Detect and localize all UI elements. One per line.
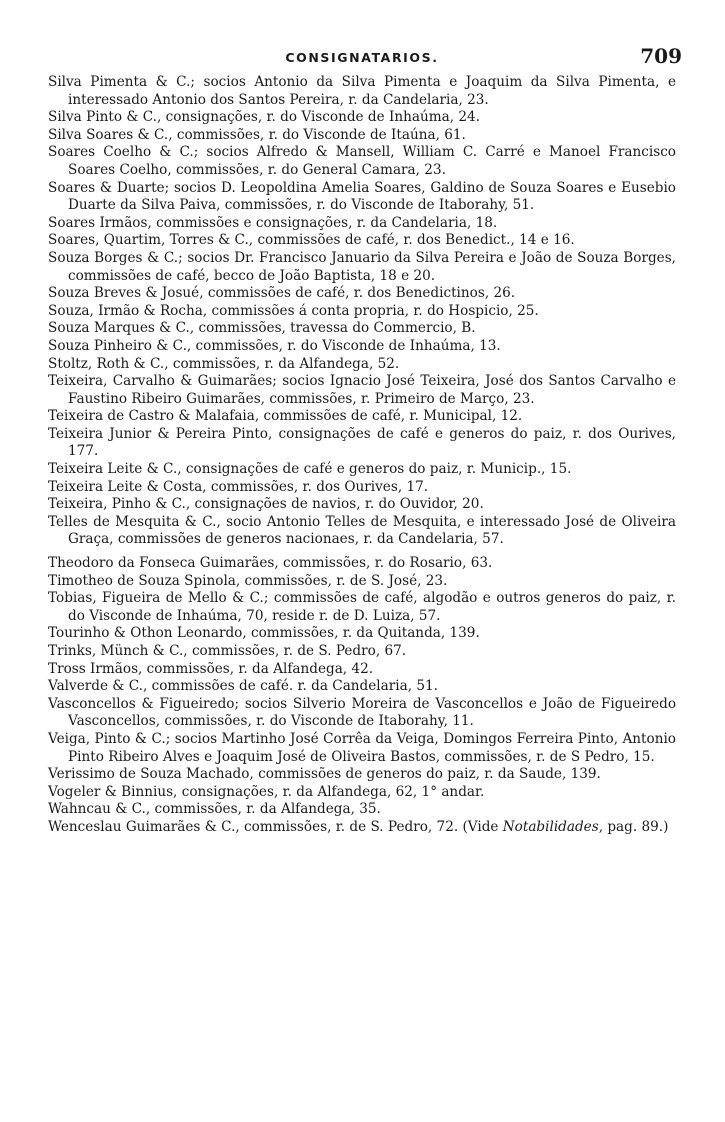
page-number: 709 (640, 44, 682, 68)
entry-list (48, 74, 676, 837)
last-entry-tail: , pag. 89.) (598, 818, 669, 835)
directory-entry: Teixeira, Carvalho & Guimarães; socios Ignacio José Teixeira, José dos Santos Carvalho e Faustino Ribeiro Guimarães, commissões, r. Primeiro de Março, 23. (48, 373, 676, 407)
directory-entry: Teixeira Junior & Pereira Pinto, consignações de café e generos do paiz, r. dos Ourives, 177. (48, 425, 676, 460)
directory-entry: Wahncau & C., commissões, r. da Alfandega, 35. (48, 801, 381, 818)
directory-entry: Soares Coelho & C.; socios Alfredo & Mansell, William C. Carré e Manoel Francisco Soares Coelho, commissões, r. do General Camara, 23. (48, 144, 676, 178)
directory-entry: Silva Soares & C., commissões, r. do Visconde de Itaúna, 61. (48, 126, 466, 143)
directory-entry: Soares & Duarte; socios D. Leopoldina Amelia Soares, Galdino de Souza Soares e Eusebio Duarte da Silva Paiva, commissões, r. do Visconde de Itaborahy, 51. (48, 179, 676, 214)
directory-entry: Silva Pinto & C., consignações, r. do Visconde de Inhaúma, 24. (48, 109, 480, 126)
directory-entry: Veiga, Pinto & C.; socios Martinho José Corrêa da Veiga, Domingos Ferreira Pinto, Antonio Pinto Ribeiro Alves e Joaquim José de Oliveira Bastos, commissões, r. de S Pedro, 15. (48, 730, 676, 765)
directory-entry: Tobias, Figueira de Mello & C.; commissões de café, algodão e outros generos do paiz, r. do Visconde de Inhaúma, 70, reside r. de D. Luiza, 57. (48, 590, 676, 624)
directory-entry-last (48, 819, 676, 837)
directory-entry: Souza, Irmão & Rocha, commissões á conta propria, r. do Hospicio, 25. (48, 302, 539, 319)
directory-entry: Vogeler & Binnius, consignações, r. da Alfandega, 62, 1° andar. (48, 783, 485, 800)
page-header (48, 44, 682, 72)
directory-entry: Trinks, Münch & C., commissões, r. de S. Pedro, 67. (48, 643, 407, 659)
directory-entry: Theodoro da Fonseca Guimarães, commissões, r. do Rosario, 63. (48, 555, 493, 572)
running-title: CONSIGNATARIOS. (285, 50, 439, 65)
directory-entry: Vasconcellos & Figueiredo; socios Silverio Moreira de Vasconcellos e João de Figueiredo Vasconcellos, commissões, r. do Visconde de Itaborahy, 11. (48, 695, 676, 730)
directory-entry: Verissimo de Souza Machado, commissões de generos do paiz, r. da Saude, 139. (48, 766, 601, 783)
directory-entry: Teixeira, Pinho & C., consignações de navios, r. do Ouvidor, 20. (48, 496, 484, 513)
directory-entry: Timotheo de Souza Spinola, commissões, r. de S. José, 23. (48, 572, 448, 589)
directory-entry: Soares, Quartim, Torres & C., commissões de café, r. dos Benedict., 14 e 16. (48, 232, 575, 249)
directory-entry: Valverde & C., commissões de café. r. da Candelaria, 51. (48, 678, 438, 695)
directory-entry: Souza Borges & C.; socios Dr. Francisco Januario da Silva Pereira e João de Souza Borges, commissões de café, becco de João Baptista, 18 e 20. (48, 249, 676, 284)
vide-reference: Notabilidades (502, 818, 599, 835)
directory-entry: Telles de Mesquita & C., socio Antonio Telles de Mesquita, e interessado José de Oliveira Graça, commissões de generos nacionaes, r. da Candelaria, 57. (48, 513, 676, 548)
directory-page (48, 44, 682, 837)
directory-entry: Teixeira Leite & C., consignações de café e generos do paiz, r. Municip., 15. (48, 461, 572, 478)
directory-entry: Souza Breves & Josué, commissões de café, r. dos Benedictinos, 26. (48, 285, 516, 302)
last-entry-text: Wenceslau Guimarães & C., commissões, r. de S. Pedro, 72. (Vide (48, 818, 503, 835)
directory-entry: Stoltz, Roth & C., commissões, r. da Alfandega, 52. (48, 355, 400, 372)
directory-entry: Tross Irmãos, commissões, r. da Alfandega, 42. (48, 660, 374, 677)
directory-entry: Teixeira Leite & Costa, commissões, r. dos Ourives, 17. (48, 478, 429, 495)
directory-entry: Souza Pinheiro & C., commissões, r. do Visconde de Inhaúma, 13. (48, 337, 501, 354)
directory-entry: Teixeira de Castro & Malafaia, commissões de café, r. Municipal, 12. (48, 408, 523, 425)
directory-entry: Silva Pimenta & C.; socios Antonio da Silva Pimenta e Joaquim da Silva Pimenta, e interessado Antonio dos Santos Pereira, r. da Candelaria, 23. (48, 74, 676, 108)
directory-entry: Soares Irmãos, commissões e consignações, r. da Candelaria, 18. (48, 214, 498, 231)
directory-entry: Tourinho & Othon Leonardo, commissões, r. da Quitanda, 139. (48, 625, 480, 642)
directory-entry: Souza Marques & C., commissões, travessa do Commercio, B. (48, 320, 476, 337)
